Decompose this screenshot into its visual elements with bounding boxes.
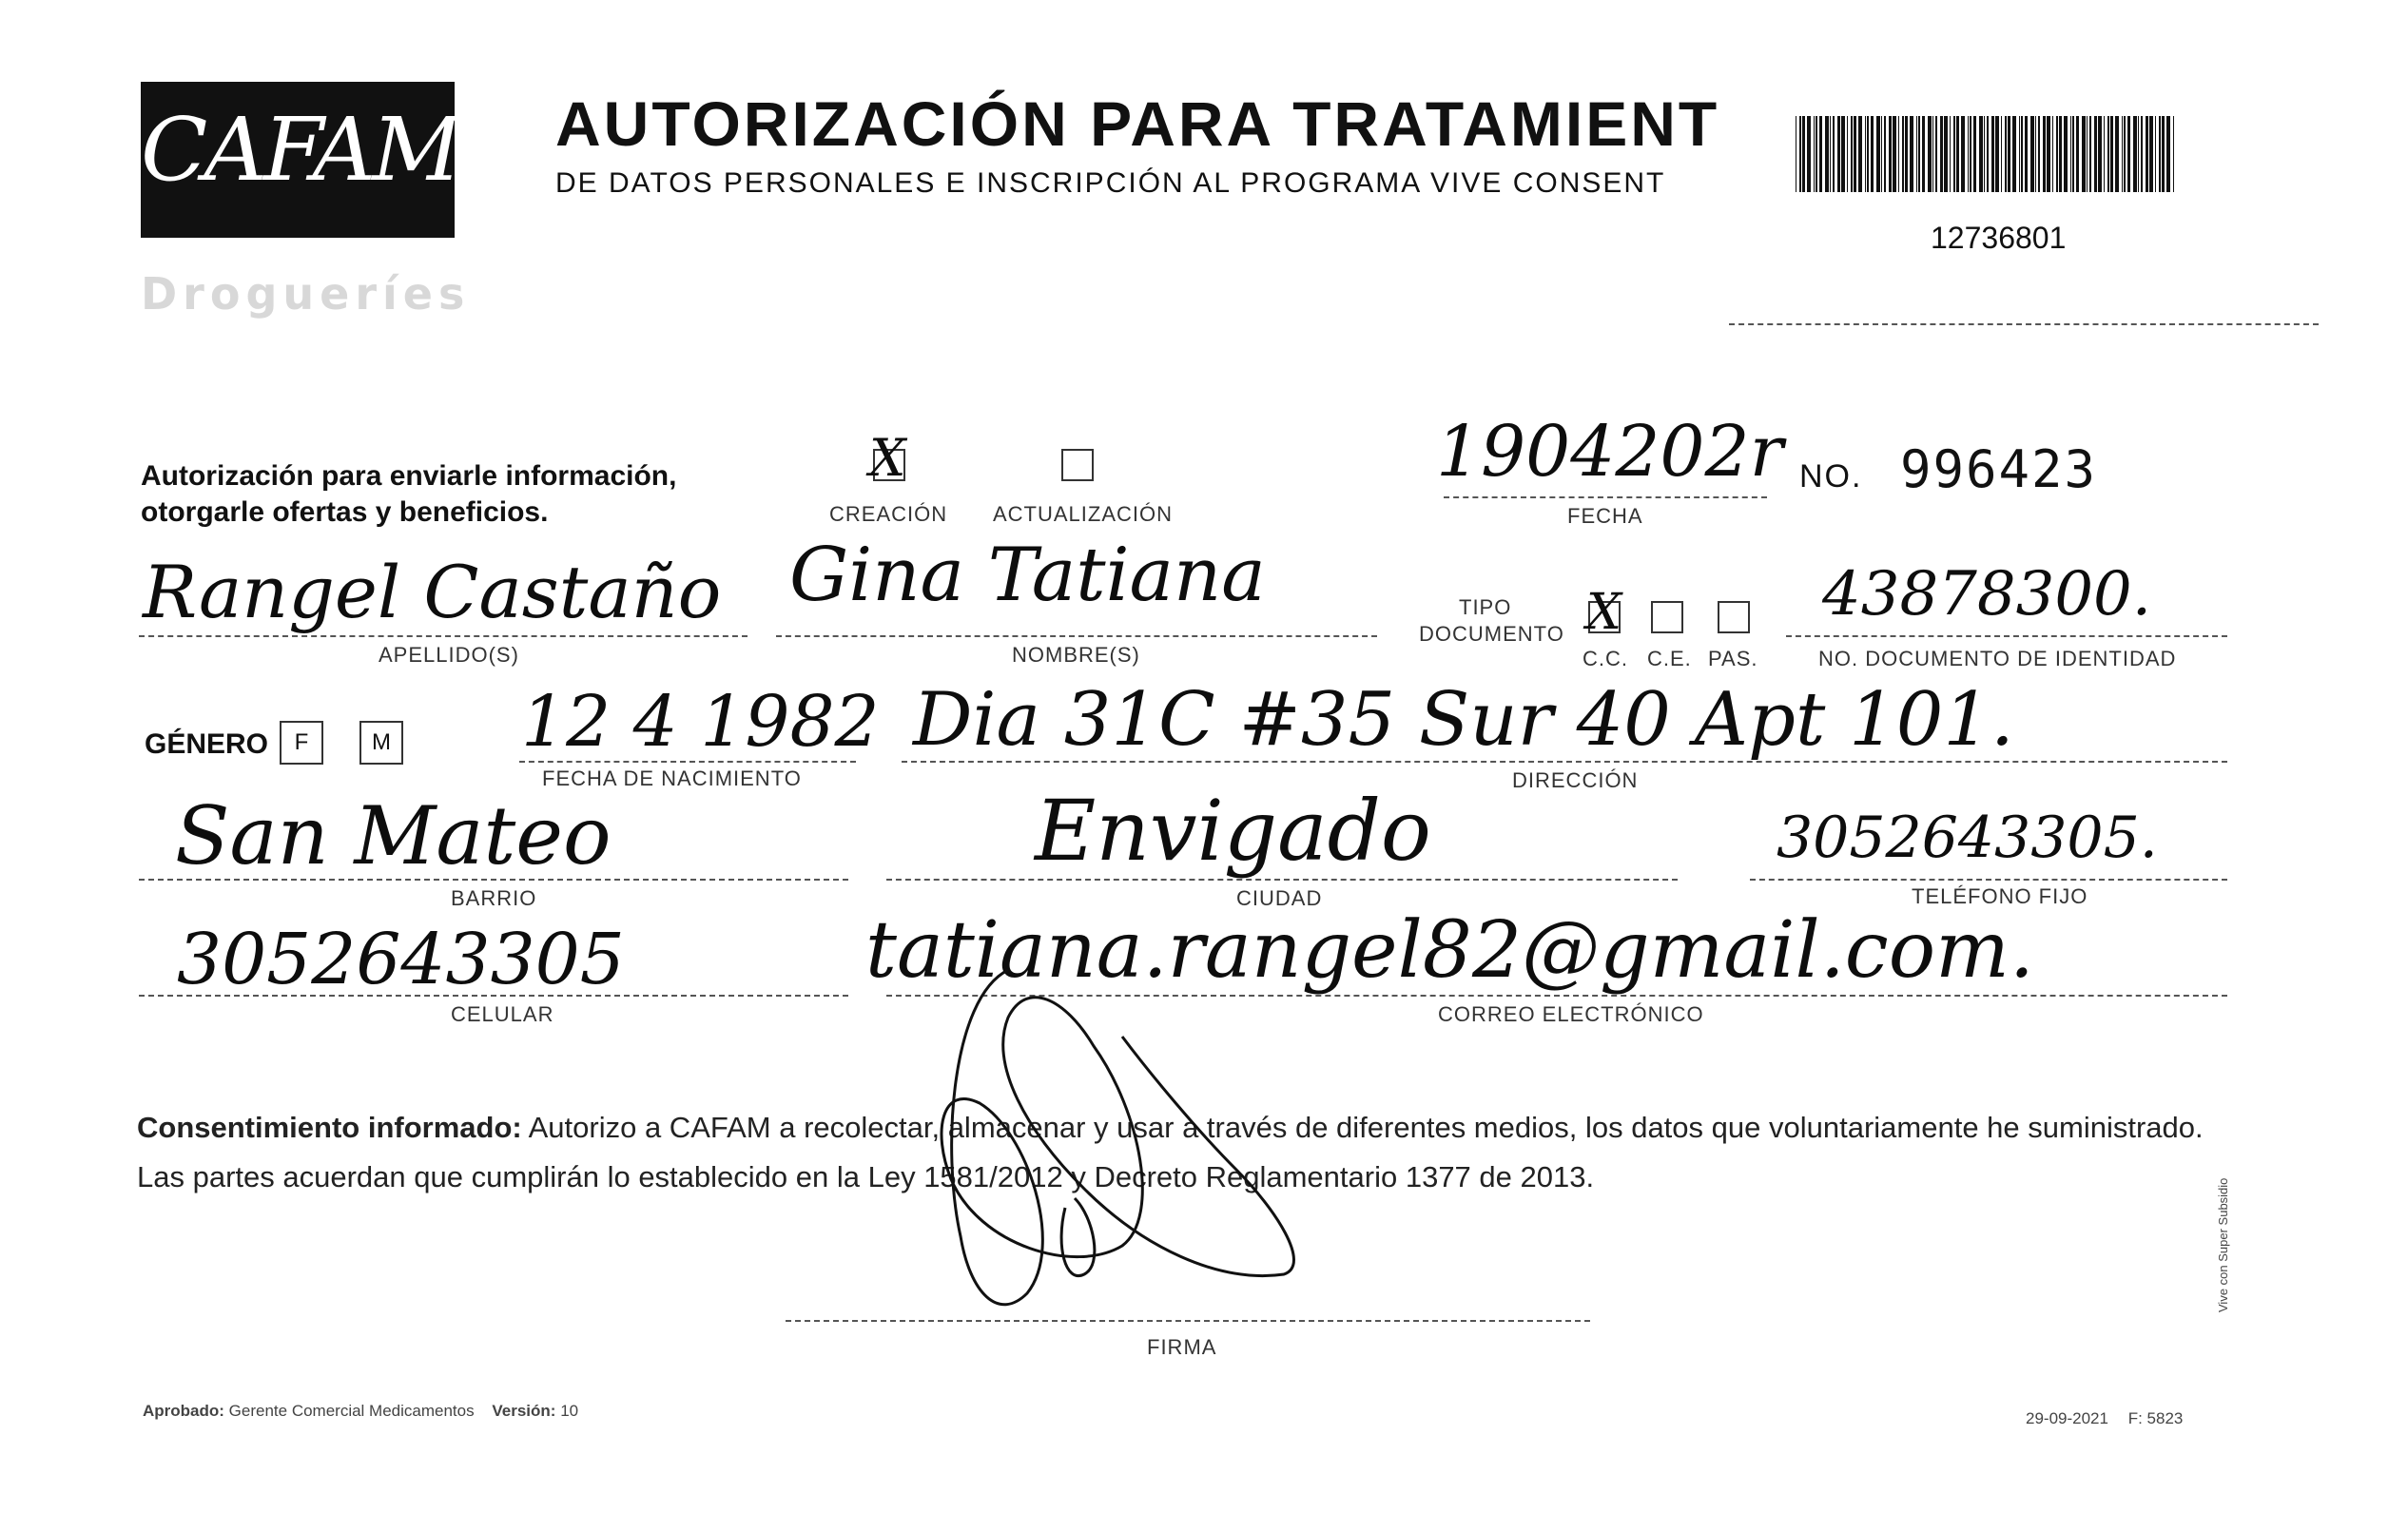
barcode-bar bbox=[2166, 116, 2170, 192]
barcode-bar bbox=[2070, 116, 2071, 192]
barcode-bar bbox=[1910, 116, 1913, 192]
barcode-bar bbox=[1956, 116, 1959, 192]
barcode-bar bbox=[2021, 116, 2023, 192]
aprobado-label: Aprobado: bbox=[143, 1402, 224, 1420]
barcode-bar bbox=[1884, 116, 1886, 192]
barcode-bar bbox=[2104, 116, 2105, 192]
barcode-bar bbox=[1979, 116, 1983, 192]
barcode-bar bbox=[1858, 116, 1862, 192]
barcode-bar bbox=[1905, 116, 1908, 192]
barcode-bar bbox=[1968, 116, 1969, 192]
barcode-bar bbox=[2173, 116, 2174, 192]
barcode-bar bbox=[1902, 116, 1904, 192]
pas-label: PAS. bbox=[1708, 647, 1758, 670]
direccion-label: DIRECCIÓN bbox=[1512, 768, 1639, 792]
barcode-bar bbox=[1973, 116, 1976, 192]
barcode-bar bbox=[2162, 116, 2165, 192]
barcode-bar bbox=[1830, 116, 1831, 192]
barcode-number: 12736801 bbox=[1931, 221, 2067, 255]
barcode-bar bbox=[1916, 116, 1917, 192]
barcode-bar bbox=[2124, 116, 2126, 192]
logo-subtext: Drogueríes bbox=[141, 268, 471, 320]
barcode-bar bbox=[1944, 116, 1948, 192]
aprobado-value: Gerente Comercial Medicamentos bbox=[228, 1402, 475, 1420]
footer-codes bbox=[2026, 1409, 2183, 1428]
fecha-value: 1904202r bbox=[1436, 411, 1783, 493]
barcode-bar bbox=[2012, 116, 2016, 192]
footer-aprobado bbox=[143, 1402, 578, 1421]
version-value: 10 bbox=[560, 1402, 579, 1420]
fecha-label: FECHA bbox=[1567, 504, 1643, 528]
barcode-bar bbox=[1940, 116, 1943, 192]
barcode-bar bbox=[2159, 116, 2161, 192]
barcode-bar bbox=[1841, 116, 1845, 192]
cc-checkbox[interactable] bbox=[1586, 584, 1622, 641]
barcode-bar bbox=[1922, 116, 1925, 192]
barcode-bar bbox=[1970, 116, 1971, 192]
barcode-bar bbox=[2038, 116, 2040, 192]
barcode-bar bbox=[1871, 116, 1874, 192]
cafam-logo bbox=[141, 82, 458, 238]
barcode-bar bbox=[2047, 116, 2050, 192]
barcode-bar bbox=[1802, 116, 1805, 192]
barcode-bar bbox=[1953, 116, 1955, 192]
barcode-bar bbox=[1837, 116, 1840, 192]
telefono-value: 3052643305. bbox=[1777, 805, 2158, 871]
no-label: NO. bbox=[1799, 458, 1863, 495]
barcode-bar bbox=[1799, 116, 1801, 192]
correo-label: CORREO ELECTRÓNICO bbox=[1438, 1002, 1704, 1026]
celular-label: CELULAR bbox=[451, 1002, 554, 1026]
documento-line bbox=[1786, 635, 2227, 637]
genero-label: GÉNERO bbox=[145, 728, 269, 760]
barcode-bar bbox=[1987, 116, 1989, 192]
tipo-label-1: TIPO bbox=[1459, 595, 1512, 619]
consent-line1-text: Autorizo a CAFAM a recolectar, almacenar y usar a través de diferentes medios, los datos que voluntariamente he suministrado. bbox=[521, 1111, 2204, 1144]
top-right-divider bbox=[1729, 323, 2319, 325]
consent-heading: Consentimiento informado: bbox=[137, 1111, 522, 1144]
creacion-mark: X bbox=[869, 428, 906, 488]
f-checkbox[interactable]: F bbox=[280, 721, 323, 765]
barcode bbox=[1796, 116, 2176, 192]
direccion-line bbox=[902, 761, 2227, 763]
intro-line1: Autorización para enviarle información, bbox=[141, 460, 677, 492]
tipo-label-2: DOCUMENTO bbox=[1419, 622, 1564, 646]
telefono-line bbox=[1750, 879, 2227, 881]
signature bbox=[837, 960, 1331, 1360]
barcode-bar bbox=[1984, 116, 1985, 192]
barcode-bar bbox=[2122, 116, 2123, 192]
barcode-bar bbox=[2056, 116, 2058, 192]
direccion-value: Dia 31C #35 Sur 40 Apt 101. bbox=[913, 677, 2014, 763]
barcode-bar bbox=[1918, 116, 1920, 192]
actualizacion-checkbox[interactable] bbox=[1061, 449, 1094, 481]
barcode-bar bbox=[2030, 116, 2034, 192]
telefono-label: TELÉFONO FIJO bbox=[1912, 884, 2088, 908]
barrio-line bbox=[139, 879, 848, 881]
barcode-bar bbox=[1854, 116, 1856, 192]
barcode-bar bbox=[1814, 116, 1815, 192]
nacimiento-line bbox=[519, 761, 856, 763]
barcode-bar bbox=[1833, 116, 1835, 192]
consent-line2: Las partes acuerdan que cumplirán lo establecido en la Ley 1581/2012 y Decreto Reglamentario 1377 de 2013. bbox=[137, 1160, 1595, 1193]
barcode-bar bbox=[1819, 116, 1822, 192]
barcode-bar bbox=[1816, 116, 1817, 192]
creacion-label: CREACIÓN bbox=[829, 502, 948, 526]
ciudad-label: CIUDAD bbox=[1236, 886, 1323, 910]
barcode-bar bbox=[1881, 116, 1882, 192]
barcode-bar bbox=[1889, 116, 1892, 192]
nombres-label: NOMBRE(S) bbox=[1012, 643, 1140, 667]
barcode-bar bbox=[1961, 116, 1965, 192]
actualizacion-label: ACTUALIZACIÓN bbox=[993, 502, 1174, 526]
barrio-value: San Mateo bbox=[175, 789, 612, 883]
cc-mark: X bbox=[1586, 584, 1622, 641]
barcode-bar bbox=[2141, 116, 2143, 192]
nacimiento-value: 12 4 1982 bbox=[521, 681, 880, 763]
barcode-bar bbox=[2146, 116, 2148, 192]
barcode-bar bbox=[1893, 116, 1896, 192]
barcode-bar bbox=[2087, 116, 2088, 192]
no-value: 996423 bbox=[1900, 439, 2098, 499]
barcode-bar bbox=[2107, 116, 2109, 192]
celular-value: 3052643305 bbox=[177, 919, 625, 1000]
barcode-bar bbox=[2052, 116, 2053, 192]
creacion-checkbox[interactable] bbox=[869, 428, 906, 488]
barcode-bar bbox=[2098, 116, 2102, 192]
f-code: F: 5823 bbox=[2127, 1409, 2184, 1427]
pas-checkbox[interactable] bbox=[1718, 601, 1750, 633]
barcode-bar bbox=[2035, 116, 2036, 192]
barcode-bar bbox=[2043, 116, 2046, 192]
barcode-bar bbox=[1898, 116, 1899, 192]
ce-label: C.E. bbox=[1647, 647, 1692, 670]
barcode-bar bbox=[1851, 116, 1853, 192]
m-checkbox[interactable]: M bbox=[359, 721, 403, 765]
barcode-bar bbox=[2089, 116, 2091, 192]
barcode-bar bbox=[1928, 116, 1932, 192]
barcode-bar bbox=[1847, 116, 1848, 192]
apellidos-line bbox=[139, 635, 748, 637]
barcode-bar bbox=[1876, 116, 1880, 192]
correo-value: tatiana.rangel82@gmail.com. bbox=[865, 905, 2034, 996]
cc-label: C.C. bbox=[1583, 647, 1628, 670]
barcode-bar bbox=[2127, 116, 2130, 192]
form-subtitle: DE DATOS PERSONALES E INSCRIPCIÓN AL PROGRAMA VIVE CONSENT bbox=[555, 167, 1666, 199]
ce-checkbox[interactable] bbox=[1651, 601, 1683, 633]
barcode-bar bbox=[1932, 116, 1933, 192]
form-title: AUTORIZACIÓN PARA TRATAMIENT bbox=[555, 88, 1720, 159]
barcode-bar bbox=[1825, 116, 1829, 192]
date-code: 29-09-2021 bbox=[2026, 1409, 2108, 1427]
barcode-bar bbox=[1991, 116, 1994, 192]
side-text: Vive con Super Subsidio bbox=[2216, 1177, 2230, 1312]
barcode-bar bbox=[2064, 116, 2068, 192]
barcode-bar bbox=[2059, 116, 2062, 192]
barcode-bar bbox=[2076, 116, 2079, 192]
barcode-bar bbox=[1867, 116, 1869, 192]
barcode-bar bbox=[2005, 116, 2007, 192]
barcode-bar bbox=[2155, 116, 2156, 192]
barcode-bar bbox=[2115, 116, 2119, 192]
apellidos-label: APELLIDO(S) bbox=[379, 643, 519, 667]
ciudad-line bbox=[886, 879, 1678, 881]
barcode-bar bbox=[2133, 116, 2137, 192]
barcode-bar bbox=[1807, 116, 1811, 192]
barcode-bar bbox=[2008, 116, 2010, 192]
barcode-bar bbox=[2025, 116, 2028, 192]
intro-line2: otorgarle ofertas y beneficios. bbox=[141, 496, 549, 528]
barcode-bar bbox=[2094, 116, 2097, 192]
barcode-bar bbox=[2149, 116, 2153, 192]
fecha-line bbox=[1444, 496, 1767, 498]
nombres-line bbox=[776, 635, 1377, 637]
logo-text: CAFAM bbox=[141, 99, 458, 201]
barcode-bar bbox=[1935, 116, 1937, 192]
barcode-bar bbox=[2001, 116, 2002, 192]
firma-label: FIRMA bbox=[1147, 1335, 1217, 1359]
barcode-bar bbox=[2138, 116, 2139, 192]
barcode-bar bbox=[2072, 116, 2074, 192]
nombres-value: Gina Tatiana bbox=[789, 533, 1266, 618]
barcode-bar bbox=[2082, 116, 2086, 192]
celular-line bbox=[139, 995, 848, 997]
nacimiento-label: FECHA DE NACIMIENTO bbox=[542, 766, 802, 790]
barrio-label: BARRIO bbox=[451, 886, 537, 910]
version-label: Versión: bbox=[492, 1402, 556, 1420]
barcode-bar bbox=[2110, 116, 2113, 192]
barcode-bar bbox=[1995, 116, 1999, 192]
documento-label: NO. DOCUMENTO DE IDENTIDAD bbox=[1818, 647, 2177, 670]
barcode-bar bbox=[1865, 116, 1866, 192]
apellidos-value: Rangel Castaño bbox=[143, 550, 722, 634]
documento-value: 43878300. bbox=[1822, 559, 2152, 630]
barcode-bar bbox=[1950, 116, 1951, 192]
barcode-bar bbox=[2019, 116, 2020, 192]
ciudad-value: Envigado bbox=[1035, 782, 1431, 880]
firma-line bbox=[786, 1320, 1590, 1322]
